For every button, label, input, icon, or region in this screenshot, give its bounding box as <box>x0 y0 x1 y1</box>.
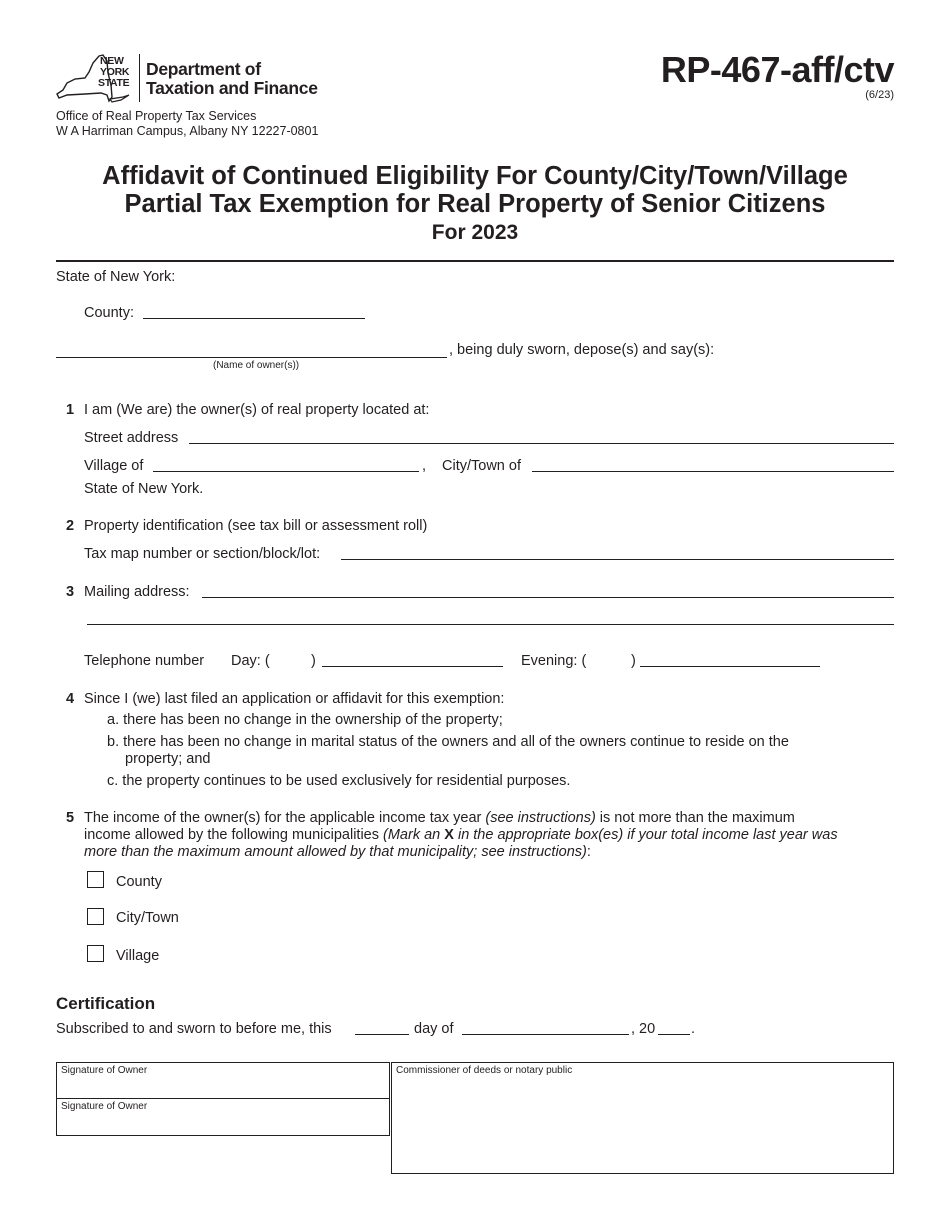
item4-condition-b-cont: property; and <box>125 751 211 767</box>
day-of-text: day of <box>414 1021 454 1037</box>
item5-text: : <box>586 844 591 860</box>
item4-condition-c: c. the property continues to be used exclusively for residential purposes. <box>107 773 571 789</box>
evening-phone-label: Evening: ( <box>521 653 587 669</box>
item5-text: The income of the owner(s) for the applicable income tax year <box>84 810 486 826</box>
form-number: RP-467-aff/ctv <box>660 49 894 90</box>
village-label: Village of <box>84 458 144 474</box>
owner-signature-box-2[interactable] <box>56 1098 390 1136</box>
item-number: 1 <box>66 402 75 418</box>
city-town-label: City/Town of <box>442 458 521 474</box>
certification-heading: Certification <box>56 994 156 1013</box>
telephone-label: Telephone number <box>84 653 205 669</box>
city-town-checkbox[interactable] <box>87 908 104 925</box>
street-address-field[interactable] <box>189 443 894 444</box>
office-address: W A Harriman Campus, Albany NY 12227-0801 <box>56 124 319 138</box>
form-title-line1: Affidavit of Continued Eligibility For County/City/Town/Village <box>102 162 848 190</box>
village-checkbox[interactable] <box>87 945 104 962</box>
owner-name-field[interactable] <box>56 357 447 358</box>
dept-name-line2: Taxation and Finance <box>146 78 318 98</box>
sworn-text: , being duly sworn, depose(s) and say(s): <box>449 342 715 358</box>
item4-text: Since I (we) last filed an application or affidavit for this exemption: <box>84 691 505 707</box>
county-field[interactable] <box>143 318 365 319</box>
item5-italic: in the appropriate box(es) if your total income last year was <box>453 827 838 843</box>
item5-text-line2 <box>84 827 838 843</box>
period-text: . <box>691 1021 696 1037</box>
item1-text: I am (We are) the owner(s) of real property located at: <box>84 402 430 418</box>
item4-condition-b: b. there has been no change in marital status of the owners and all of the owners continue to reside on the <box>107 734 789 750</box>
logo-state-line: NEW <box>100 55 124 67</box>
item5-text: is not more than the maximum <box>595 810 795 826</box>
month-field[interactable] <box>462 1034 629 1035</box>
form-revision: (6/23) <box>865 89 894 101</box>
mailing-address-field[interactable] <box>202 597 894 598</box>
signature-owner-label: Signature of Owner <box>61 1065 148 1076</box>
village-option-label: Village <box>116 948 160 964</box>
item5-italic: more than the maximum amount allowed by that municipality; see instructions) <box>84 844 587 860</box>
office-name: Office of Real Property Tax Services <box>56 109 257 123</box>
form-title-year: For 2023 <box>431 221 519 244</box>
item-number: 5 <box>66 810 75 826</box>
village-field[interactable] <box>153 471 419 472</box>
notary-box[interactable] <box>391 1062 894 1174</box>
county-label: County: <box>84 305 134 321</box>
year-prefix-text: , 20 <box>631 1021 656 1037</box>
evening-phone-paren: ) <box>631 653 636 669</box>
item5-italic: (Mark an <box>383 827 445 843</box>
county-checkbox[interactable] <box>87 871 104 888</box>
year-field[interactable] <box>658 1034 690 1035</box>
village-comma: , <box>422 458 427 474</box>
evening-phone-field[interactable] <box>640 666 820 667</box>
street-address-label: Street address <box>84 430 179 446</box>
city-town-option-label: City/Town <box>116 910 179 926</box>
item5-text-line1 <box>84 810 795 826</box>
dept-name-line1: Department of <box>146 59 261 79</box>
logo-divider <box>139 54 140 102</box>
subscribed-text: Subscribed to and sworn to before me, this <box>56 1021 332 1037</box>
item-number: 4 <box>66 691 75 707</box>
item-number: 2 <box>66 518 75 534</box>
item5-text-line3 <box>84 844 591 860</box>
item-number: 3 <box>66 584 75 600</box>
signature-owner-label: Signature of Owner <box>61 1101 148 1112</box>
day-number-field[interactable] <box>355 1034 409 1035</box>
tax-map-field[interactable] <box>341 559 894 560</box>
form-title-line2: Partial Tax Exemption for Real Property of Senior Citizens <box>124 190 826 218</box>
state-label: State of New York: <box>56 269 176 285</box>
mailing-address-label: Mailing address: <box>84 584 190 600</box>
owner-signature-box-1[interactable] <box>56 1062 390 1099</box>
item5-x-mark: X <box>444 827 454 843</box>
title-rule <box>56 260 894 262</box>
state-text: State of New York. <box>84 481 204 497</box>
notary-label: Commissioner of deeds or notary public <box>396 1065 573 1076</box>
owner-name-caption: (Name of owner(s)) <box>213 360 300 371</box>
nys-logo <box>55 53 325 105</box>
tax-map-label: Tax map number or section/block/lot: <box>84 546 321 562</box>
logo-state-line: YORK <box>100 66 130 78</box>
signature-table <box>56 1062 894 1174</box>
item5-italic: (see instructions) <box>485 810 596 826</box>
logo-state-line: STATE <box>98 77 130 89</box>
item2-text: Property identification (see tax bill or assessment roll) <box>84 518 428 534</box>
day-phone-label: Day: ( <box>231 653 270 669</box>
county-option-label: County <box>116 874 162 890</box>
item5-text: income allowed by the following municipalities <box>84 827 384 843</box>
item4-condition-a: a. there has been no change in the ownership of the property; <box>107 712 503 728</box>
day-phone-paren: ) <box>311 653 316 669</box>
day-phone-field[interactable] <box>322 666 503 667</box>
mailing-address-field-2[interactable] <box>87 624 894 625</box>
city-town-field[interactable] <box>532 471 894 472</box>
